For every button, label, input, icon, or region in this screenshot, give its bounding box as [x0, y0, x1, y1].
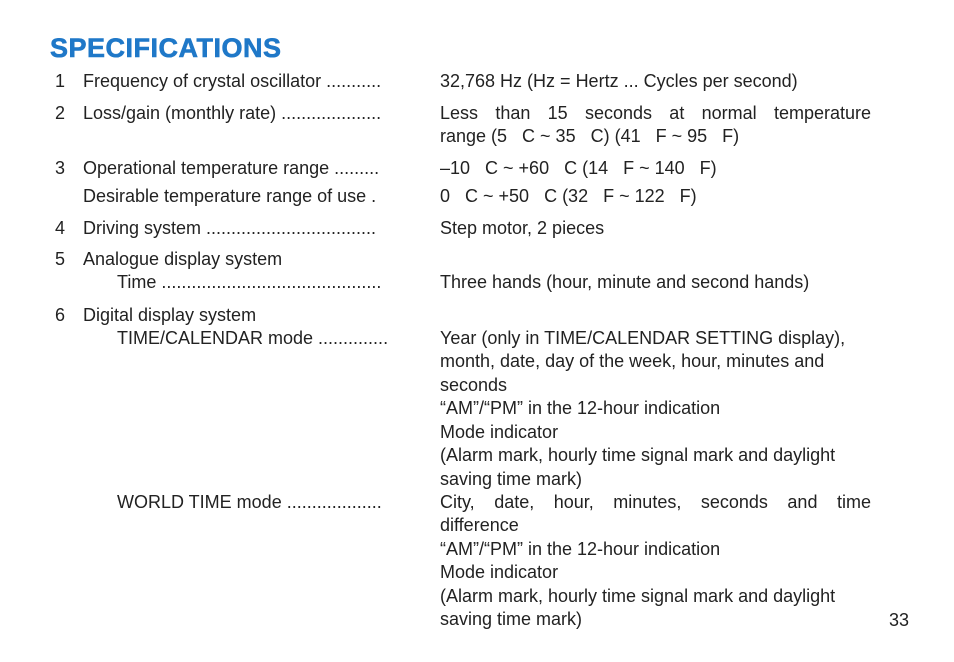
spec-label: Analogue display system	[83, 249, 283, 269]
spec-number: 6	[55, 305, 66, 325]
spec-label: Frequency of crystal oscillator ...........	[83, 71, 382, 91]
page-number: 33	[889, 610, 910, 630]
spec-number: 2	[55, 103, 66, 123]
spec-value: –10 C ~ +60 C (14 F ~ 140 F)	[440, 158, 717, 178]
spec-value: (Alarm mark, hourly time signal mark and daylight	[440, 586, 836, 606]
spec-sublabel: Time ............................................	[117, 272, 382, 292]
spec-value: range (5 C ~ 35 C) (41 F ~ 95 F)	[440, 126, 740, 146]
page-title: SPECIFICATIONS	[50, 33, 282, 63]
spec-value: Less than 15 seconds at normal temperature	[440, 103, 871, 123]
spec-number: 3	[55, 158, 66, 178]
spec-value: “AM”/“PM” in the 12-hour indication	[440, 398, 721, 418]
spec-value: month, date, day of the week, hour, minutes and	[440, 351, 825, 371]
spec-value: difference	[440, 515, 519, 535]
spec-value: City, date, hour, minutes, seconds and time	[440, 492, 871, 512]
spec-number: 1	[55, 71, 66, 91]
spec-label: Loss/gain (monthly rate) ....................	[83, 103, 382, 123]
spec-number: 5	[55, 249, 66, 269]
spec-value: Three hands (hour, minute and second hands)	[440, 272, 810, 292]
spec-sublabel: WORLD TIME mode ...................	[117, 492, 382, 512]
spec-value: “AM”/“PM” in the 12-hour indication	[440, 539, 721, 559]
spec-number: 4	[55, 218, 66, 238]
spec-label: Digital display system	[83, 305, 257, 325]
spec-label: Desirable temperature range of use .	[83, 186, 377, 206]
spec-sublabel: TIME/CALENDAR mode ..............	[117, 328, 389, 348]
spec-value: 0 C ~ +50 C (32 F ~ 122 F)	[440, 186, 697, 206]
spec-label: Driving system ..................................	[83, 218, 377, 238]
spec-value: seconds	[440, 375, 508, 395]
spec-value: (Alarm mark, hourly time signal mark and daylight	[440, 445, 836, 465]
spec-label: Operational temperature range .........	[83, 158, 380, 178]
spec-value: saving time mark)	[440, 609, 583, 629]
spec-value: Mode indicator	[440, 422, 559, 442]
spec-value: 32,768 Hz (Hz = Hertz ... Cycles per second)	[440, 71, 798, 91]
spec-value: Year (only in TIME/CALENDAR SETTING display),	[440, 328, 846, 348]
spec-value: Mode indicator	[440, 562, 559, 582]
spec-value: Step motor, 2 pieces	[440, 218, 605, 238]
spec-value: saving time mark)	[440, 469, 583, 489]
